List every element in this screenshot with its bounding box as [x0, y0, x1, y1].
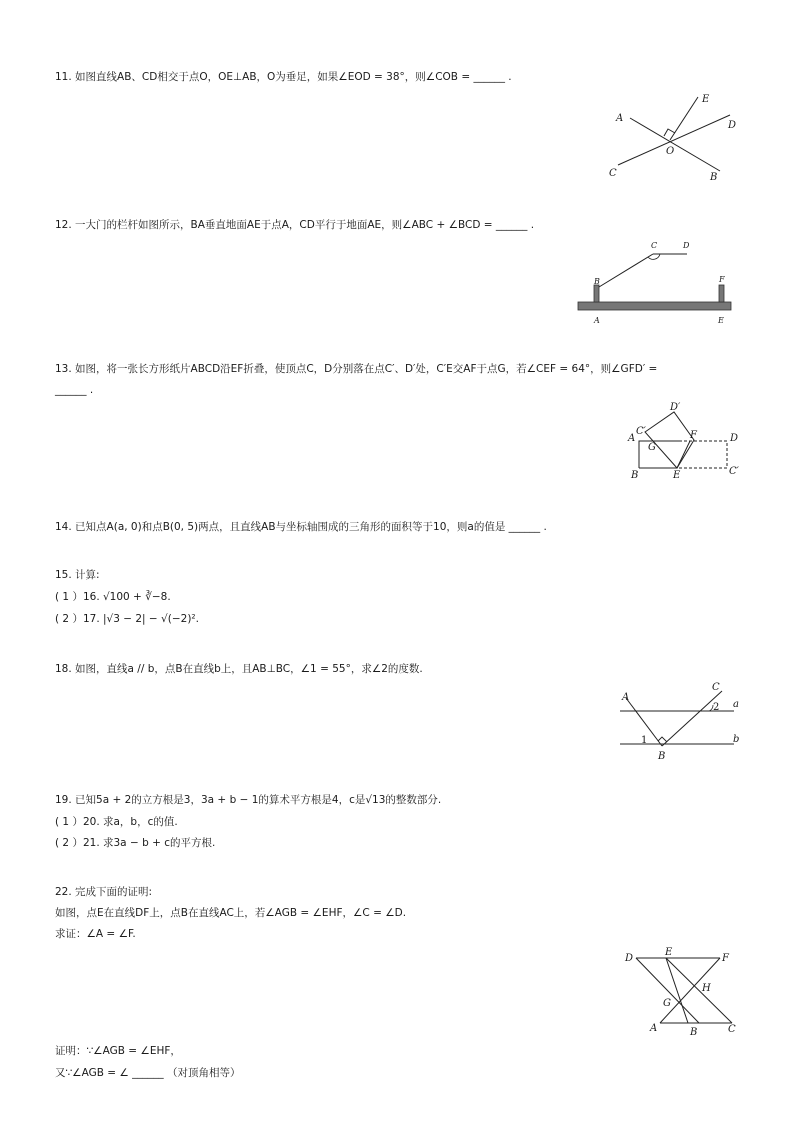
label-E: E [673, 470, 681, 481]
label-B: B [658, 751, 666, 762]
question-19-part2: ( 2 ）21. 求3a − b + c的平方根. [55, 837, 216, 849]
label-angle-2: 2 [713, 702, 720, 713]
label-C: C [712, 682, 720, 693]
label-A: A [616, 113, 624, 124]
figure-11 [600, 88, 750, 183]
proof-line-2: 又∵∠AGB = ∠ ______ （对顶角相等） [55, 1067, 241, 1079]
label-G: G [648, 442, 656, 453]
question-19-part1: ( 1 ）20. 求a，b，c的值. [55, 816, 178, 828]
question-12: 12. 一大门的栏杆如图所示，BA垂直地面AE于点A，CD平行于地面AE，则∠ABC + ∠BCD = ______ . [55, 219, 535, 231]
label-B: B [690, 1027, 698, 1038]
label-D: D [728, 120, 737, 131]
label-C-prime: C′ [636, 426, 646, 437]
figure-13 [622, 398, 747, 483]
question-22-prove: 求证：∠A = ∠F. [55, 928, 136, 940]
question-15-title: 15. 计算: [55, 569, 100, 581]
label-a: a [733, 699, 739, 710]
label-E: E [702, 94, 710, 105]
label-B: B [710, 172, 718, 183]
label-G: G [663, 998, 671, 1009]
label-C: C [651, 241, 658, 250]
label-B: B [594, 277, 600, 286]
proof-line-1: 证明：∵∠AGB = ∠EHF， [55, 1045, 181, 1057]
label-F: F [690, 430, 697, 441]
label-b: b [733, 734, 740, 745]
label-D: D [730, 433, 739, 444]
question-19: 19. 已知5a + 2的立方根是3，3a + b − 1的算术平方根是4，c是√13的整数部分. [55, 794, 442, 806]
question-22-title: 22. 完成下面的证明: [55, 886, 153, 898]
label-E: E [665, 947, 673, 958]
label-A: A [650, 1023, 658, 1034]
figure-22 [620, 944, 745, 1039]
label-H: H [702, 983, 711, 994]
label-angle-1: 1 [641, 735, 648, 746]
label-C: C [728, 1024, 736, 1035]
label-F: F [719, 275, 725, 284]
label-F: F [722, 953, 729, 964]
label-E: E [718, 316, 724, 325]
question-14: 14. 已知点A(a, 0)和点B(0, 5)两点，且直线AB与坐标轴围成的三角形的面积等于10，则a的值是 ______ . [55, 521, 547, 533]
label-A: A [628, 433, 636, 444]
label-C: C [609, 168, 617, 179]
label-C-prime-bottom: C′ [729, 466, 739, 477]
label-D: D [683, 241, 690, 250]
figure-12 [570, 238, 740, 328]
question-15-part2: ( 2 ）17. |√3 − 2| − √(−2)². [55, 613, 199, 625]
label-A: A [622, 692, 630, 703]
question-13-blank: ______ . [55, 384, 94, 396]
figure-18 [612, 680, 747, 765]
question-11: 11. 如图直线AB、CD相交于点O，OE⊥AB，O为垂足，如果∠EOD = 38°，则∠COB = ______ . [55, 71, 512, 83]
label-D: D [625, 953, 634, 964]
question-13: 13. 如图，将一张长方形纸片ABCD沿EF折叠，使顶点C，D分别落在点C′、D′处，C′E交AF于点G，若∠CEF = 64°，则∠GFD′ = [55, 363, 658, 375]
label-B: B [631, 470, 639, 481]
label-D-prime: D′ [670, 402, 681, 413]
label-A: A [594, 316, 600, 325]
question-18: 18. 如图，直线a // b，点B在直线b上，且AB⊥BC，∠1 = 55°，求∠2的度数. [55, 663, 423, 675]
question-15-part1: ( 1 ）16. √100 + ∛−8. [55, 591, 171, 603]
label-O: O [666, 146, 675, 157]
question-22-given: 如图，点E在直线DF上，点B在直线AC上，若∠AGB = ∠EHF，∠C = ∠D. [55, 907, 407, 919]
